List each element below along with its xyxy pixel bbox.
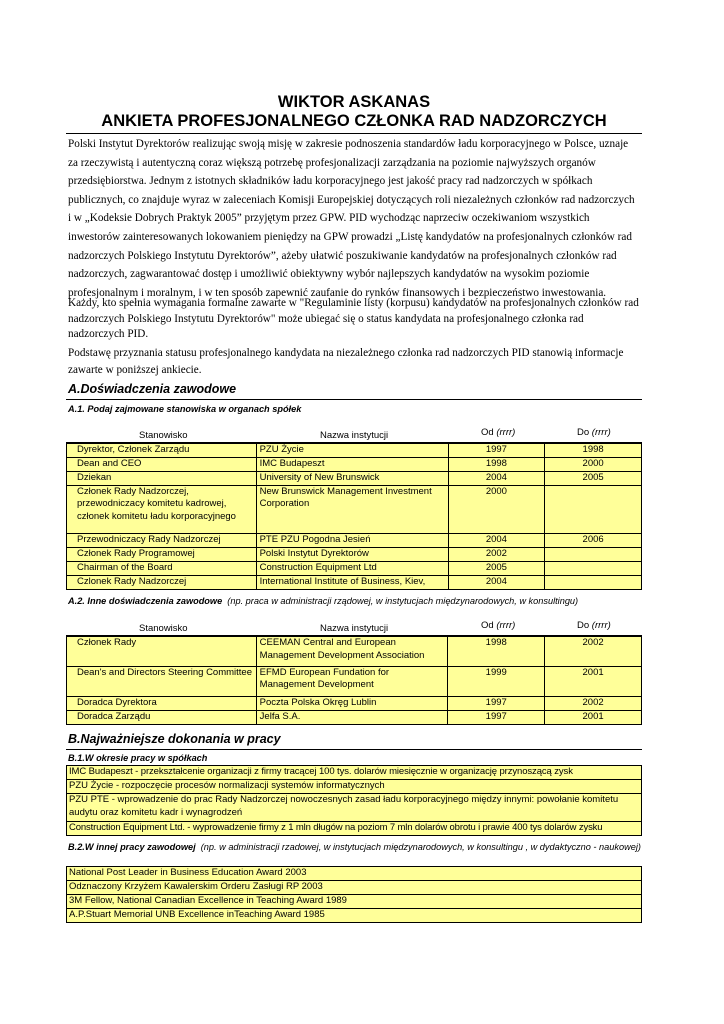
achievement-text: Odznaczony Krzyżem Kawalerskim Orderu Zasługi RP 2003	[67, 881, 642, 895]
achievement-text: PZU Życie - rozpoczęcie procesów normalizacji systemów informatycznych	[67, 780, 642, 794]
list-item	[67, 794, 642, 822]
institution-cell: New Brunswick Management Investment Corporation	[256, 485, 448, 533]
achievement-text: National Post Leader in Business Education Award 2003	[67, 867, 642, 881]
a1-header-position: Stanowisko	[139, 430, 188, 441]
achievement-text: PZU PTE - wprowadzenie do prac Rady Nadzorczej nowoczesnych zasad ładu korporacyjnego między innymi: powołanie komitetu audytu oraz komitetu kadr i wynagrodzeń	[67, 794, 642, 822]
institution-cell: Jelfa S.A.	[256, 710, 448, 724]
achievement-text: IMC Budapeszt - przekształcenie organizacji z firmy tracącej 100 tys. dolarów miesięcznie w organizację przynoszącą zysk	[67, 766, 642, 780]
survey-title: ANKIETA PROFESJONALNEGO CZŁONKA RAD NADZORCZYCH	[101, 112, 607, 130]
institution-cell: PZU Życie	[256, 443, 448, 457]
institution-cell: Construction Equipment Ltd	[256, 561, 448, 575]
to-cell	[545, 575, 642, 589]
table-row	[67, 666, 642, 696]
from-cell: 1997	[448, 710, 545, 724]
section-b1-heading: B.1.W okresie pracy w spółkach	[68, 753, 208, 763]
section-a2-heading: A.2. Inne doświadczenia zawodowe (np. praca w administracji rządowej, w instytucjach międzynarodowych, w konsultingu)	[68, 596, 579, 606]
to-cell	[545, 561, 642, 575]
from-cell: 2005	[448, 561, 545, 575]
achievement-text: A.P.Stuart Memorial UNB Excellence inTeaching Award 1985	[67, 909, 642, 923]
institution-cell: Polski Instytut Dyrektorów	[256, 547, 448, 561]
list-item	[67, 895, 642, 909]
list-item	[67, 766, 642, 780]
section-b-divider	[66, 749, 642, 750]
section-a-heading: A.Doświadczenia zawodowe	[68, 382, 237, 396]
a1-header-from: Od (rrrr)	[481, 427, 516, 438]
table-row	[67, 575, 642, 589]
table-row	[67, 636, 642, 666]
section-a-divider	[66, 399, 642, 400]
from-cell: 2004	[448, 471, 545, 485]
table-row	[67, 443, 642, 457]
from-cell: 2000	[448, 485, 545, 533]
section-b-heading: B.Najważniejsze dokonania w pracy	[68, 732, 281, 746]
position-cell: Dean's and Directors Steering Committee	[67, 666, 257, 696]
from-cell: 1998	[448, 457, 545, 471]
from-cell: 2002	[448, 547, 545, 561]
position-cell: Dean and CEO	[67, 457, 257, 471]
b1-achievements-table	[66, 765, 642, 836]
a2-header-from: Od (rrrr)	[481, 620, 516, 631]
institution-cell: CEEMAN Central and European Management Development Association	[256, 636, 448, 666]
to-cell: 2006	[545, 533, 642, 547]
to-cell: 2002	[545, 696, 642, 710]
list-item	[67, 780, 642, 794]
institution-cell: IMC Budapeszt	[256, 457, 448, 471]
intro-paragraph-1: Polski Instytut Dyrektorów realizując swoją misję w zakresie podnoszenia standardów ładu korporacyjnego w Polsce, uznaje za rzeczywistą i autentyczną coraz większą potrzebę profesjonalizacji zarządzania na poziomie najwyższych organów przedsiębiorstwa. Jednym z istotnych składników ładu korporacyjnego jest jakość pracy rad nadzorczych w spółkach publicznych, co znajduje wyraz w zaleceniach Komisji Europejskiej dotyczących roli niezależnych członków rad nadzorczych i w „Kodeksie Dobrych Praktyk 2005” przyjętym przez GPW. PID wychodząc naprzeciw oczekiwaniom wszystkich inwestorów zainteresowanych lokowaniem pieniędzy na GPW prowadzi „Listę kandydatów na profesjonalnych członków rad nadzorczych Polskiego Instytutu Dyrektorów”, ażeby ułatwić poszukiwanie kandydatów na profesjonalnych członków rad nadzorczych, zagwarantować dostęp i umożliwić obiektywny wybór najlepszych kandydatów na wysokim poziomie profesjonalnym i moralnym, i w ten sposób zapewnić zaufanie do rynków finansowych i bezpieczeństwo inwestowania.	[68, 138, 635, 299]
table-row	[67, 547, 642, 561]
from-cell: 1997	[448, 696, 545, 710]
a2-experience-table	[66, 635, 642, 725]
position-cell: Czlonek Rady Nadzorczej	[67, 575, 257, 589]
a2-header-to: Do (rrrr)	[577, 620, 611, 631]
list-item	[67, 867, 642, 881]
table-row	[67, 457, 642, 471]
intro-paragraph-2: Każdy, kto spełnia wymagania formalne zawarte w "Regulaminie listy (korpusu) kandydatów na profesjonalnych członków rad nadzorczych Polskiego Instytutu Dyrektorów" może ubiegać się o status kandydata na profesjonalnego członka rad nadzorczych PID.	[68, 297, 639, 340]
a2-header-institution: Nazwa instytucji	[320, 623, 389, 634]
position-cell: Chairman of the Board	[67, 561, 257, 575]
from-cell: 2004	[448, 575, 545, 589]
from-cell: 2004	[448, 533, 545, 547]
b2-achievements-table	[66, 866, 642, 923]
institution-cell: EFMD European Fundation for Management Development	[256, 666, 448, 696]
from-cell: 1999	[448, 666, 545, 696]
section-b2-heading: B.2.W innej pracy zawodowej (np. w administracji rzadowej, w instytucjach międzynarodowych, w konsultingu , w dydaktyczno - naukowej)	[68, 842, 641, 852]
title-divider	[66, 133, 642, 134]
list-item	[67, 881, 642, 895]
candidate-name: WIKTOR ASKANAS	[277, 93, 431, 111]
position-cell: Członek Rady Programowej	[67, 547, 257, 561]
from-cell: 1998	[448, 636, 545, 666]
position-cell: Przewodniczacy Rady Nadzorczej	[67, 533, 257, 547]
list-item	[67, 822, 642, 836]
to-cell: 2000	[545, 457, 642, 471]
position-cell: Doradca Dyrektora	[67, 696, 257, 710]
a1-positions-table	[66, 442, 642, 590]
intro-paragraph-3: Podstawę przyznania statusu profesjonalnego kandydata na niezależnego członka rad nadzorczych PID stanowią informacje zawarte w poniższej ankiecie.	[68, 347, 624, 376]
position-cell: Dyrektor, Członek Zarządu	[67, 443, 257, 457]
institution-cell: University of New Brunswick	[256, 471, 448, 485]
a1-header-to: Do (rrrr)	[577, 427, 611, 438]
to-cell: 2001	[545, 666, 642, 696]
list-item	[67, 909, 642, 923]
position-cell: Doradca Zarządu	[67, 710, 257, 724]
to-cell	[545, 547, 642, 561]
to-cell: 2001	[545, 710, 642, 724]
section-a1-heading: A.1. Podaj zajmowane stanowiska w organach spółek	[68, 404, 302, 414]
institution-cell: International Institute of Business, Kiev,	[256, 575, 448, 589]
to-cell: 1998	[545, 443, 642, 457]
institution-cell: PTE PZU Pogodna Jesień	[256, 533, 448, 547]
table-row	[67, 561, 642, 575]
a1-header-institution: Nazwa instytucji	[320, 430, 389, 441]
table-row	[67, 471, 642, 485]
table-row	[67, 485, 642, 533]
a2-header-position: Stanowisko	[139, 623, 188, 634]
table-row	[67, 696, 642, 710]
table-row	[67, 710, 642, 724]
to-cell: 2005	[545, 471, 642, 485]
achievement-text: Construction Equipment Ltd. - wyprowadzenie firmy z 1 mln długów na poziom 7 mln dolarów obrotu i prawie 400 tys dolarów zysku	[67, 822, 642, 836]
from-cell: 1997	[448, 443, 545, 457]
table-row	[67, 533, 642, 547]
achievement-text: 3M Fellow, National Canadian Excellence in Teaching Award 1989	[67, 895, 642, 909]
position-cell: Dziekan	[67, 471, 257, 485]
institution-cell: Poczta Polska Okręg Lublin	[256, 696, 448, 710]
to-cell: 2002	[545, 636, 642, 666]
position-cell: Członek Rady	[67, 636, 257, 666]
position-cell: Członek Rady Nadzorczej, przewodniczacy komitetu kadrowej, członek komitetu ładu korporacyjnego	[67, 485, 257, 533]
to-cell	[545, 485, 642, 533]
